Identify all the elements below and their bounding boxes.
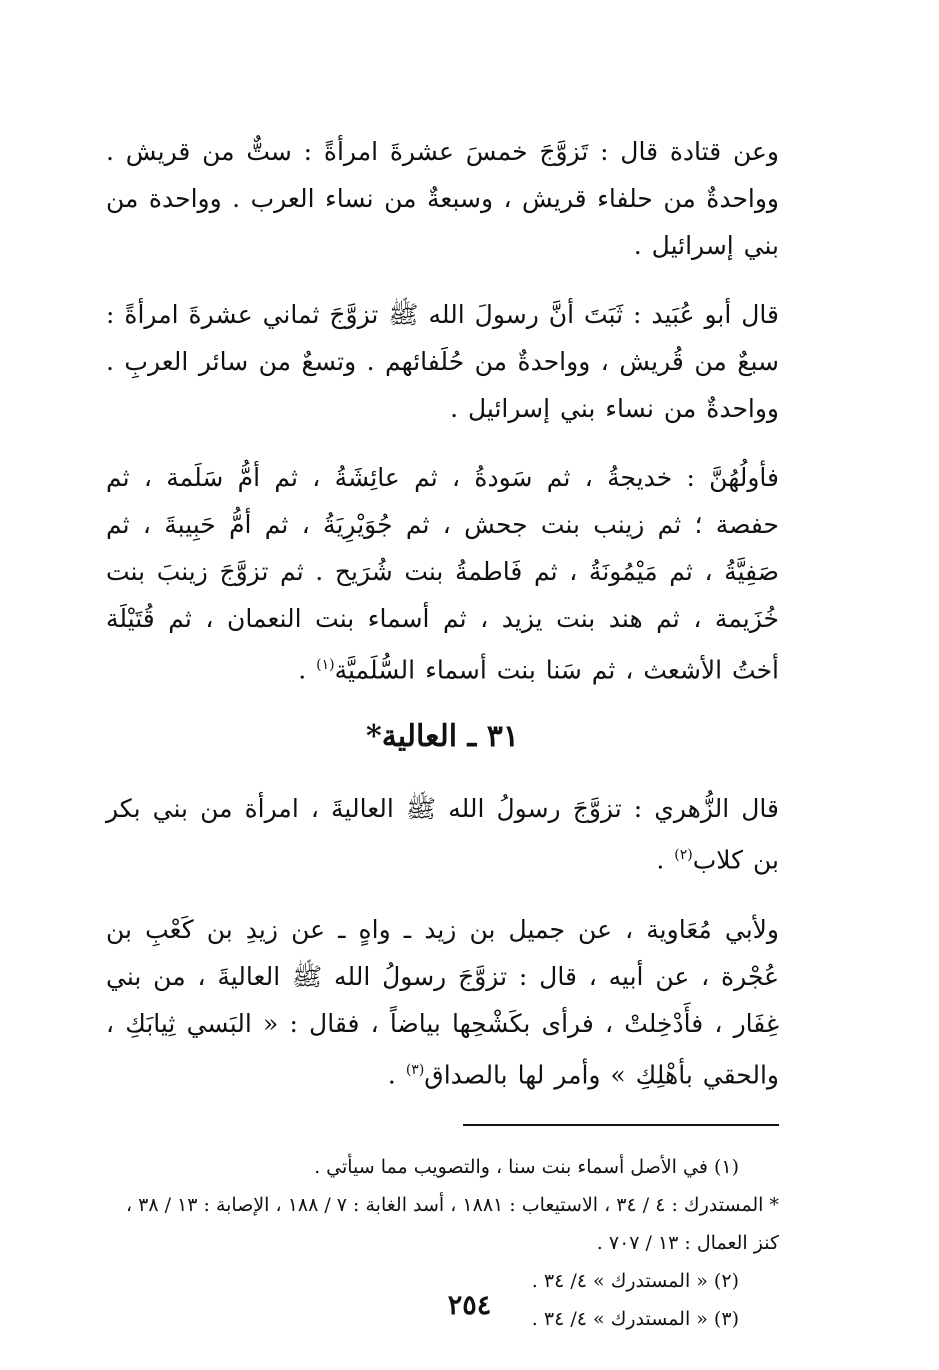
paragraph-qatada: وعن قتادة قال : تَزوَّجَ خمسَ عشرةَ امرأةً : ستٌّ من قريش . وواحدةٌ من حلفاء قريش ، وسبعةٌ من نساء العرب . وواحدة من بني إسرائيل .	[106, 137, 779, 260]
zuhri-end: .	[656, 845, 675, 875]
wives-list-text: فأولُهُنَّ : خديجةُ ، ثم سَودةُ ، ثم عائِشَةُ ، ثم أمُّ سَلَمة ، ثم حفصة ؛ ثم زينب بنت جحش ، ثم جُوَيْرِيَةُ ، ثم أمُّ حَبِيبةَ ، ثم صَفِيَّةُ ، ثم مَيْمُونَةُ ، ثم فَاطمةُ بنت شُرَيح . ثم تزوَّجَ زينبَ بنت خُزَيمة ، ثم هند بنت يزيد ، ثم أسماء بنت النعمان ، ثم قُتَيْلَة أختُ الأشعث ، ثم سَنا بنت أسماء السُّلَميَّة	[106, 463, 779, 685]
footnote-3: (٣) « المستدرك » ٤/ ٣٤ .	[531, 1307, 739, 1330]
footnote-star: * المستدرك : ٤ / ٣٤ ، الاستيعاب : ١٨٨١ ، أسد الغابة : ٧ / ١٨٨ ، الإصابة : ١٣ / ٣٨ ، كنز العمال : ١٣ / ٧٠٧ .	[125, 1193, 779, 1254]
paragraph-abu-muawiya	[106, 906, 779, 1098]
footnote-ref-2: (٢)	[674, 847, 693, 864]
footnote-ref-3: (٣)	[405, 1061, 425, 1078]
footnote-ref-1: (١)	[316, 657, 335, 673]
paragraph-zuhri	[106, 785, 779, 883]
section-heading: ٣١ ـ العالية*	[366, 719, 519, 755]
footnote-1: (١) في الأصل أسماء بنت سنا ، والتصويب مما سيأتي .	[314, 1155, 739, 1178]
paragraph-wives-list	[106, 454, 779, 693]
wives-list-end: .	[298, 655, 317, 685]
footnote-divider	[463, 1124, 779, 1126]
zuhri-text: قال الزُّهري : تزوَّجَ رسولُ الله ﷺ العاليةَ ، امرأة من بني بكر بن كلاب	[106, 794, 779, 875]
abu-muawiya-end: .	[387, 1059, 406, 1089]
footnote-2: (٢) « المستدرك » ٤/ ٣٤ .	[531, 1269, 739, 1292]
abu-muawiya-text: ولأبي مُعَاوية ، عن جميل بن زيد ـ واهٍ ـ عن زيدِ بن كَعْبِ بن عُجْرة ، عن أبيه ، قال : تزوَّجَ رسولُ الله ﷺ العاليةَ ، من بني غِفَار ، فأَدْخِلتْ ، فرأى بكَشْحِها بياضاً ، فقال : « البَسي ثِيابَكِ ، والحقي بأهْلِكِ » وأمر لها بالصداق	[106, 914, 779, 1089]
paragraph-abu-ubayd: قال أبو عُبَيد : ثَبَتَ أنَّ رسولَ الله ﷺ تزوَّجَ ثماني عشرةَ امرأةً : سبعٌ من قُريش ، وواحدةٌ من حُلَفائهم . وتسعٌ من سائر العربِ . وواحدةٌ من نساء بني إسرائيل .	[106, 300, 779, 423]
page-number: ٢٥٤	[447, 1290, 492, 1321]
